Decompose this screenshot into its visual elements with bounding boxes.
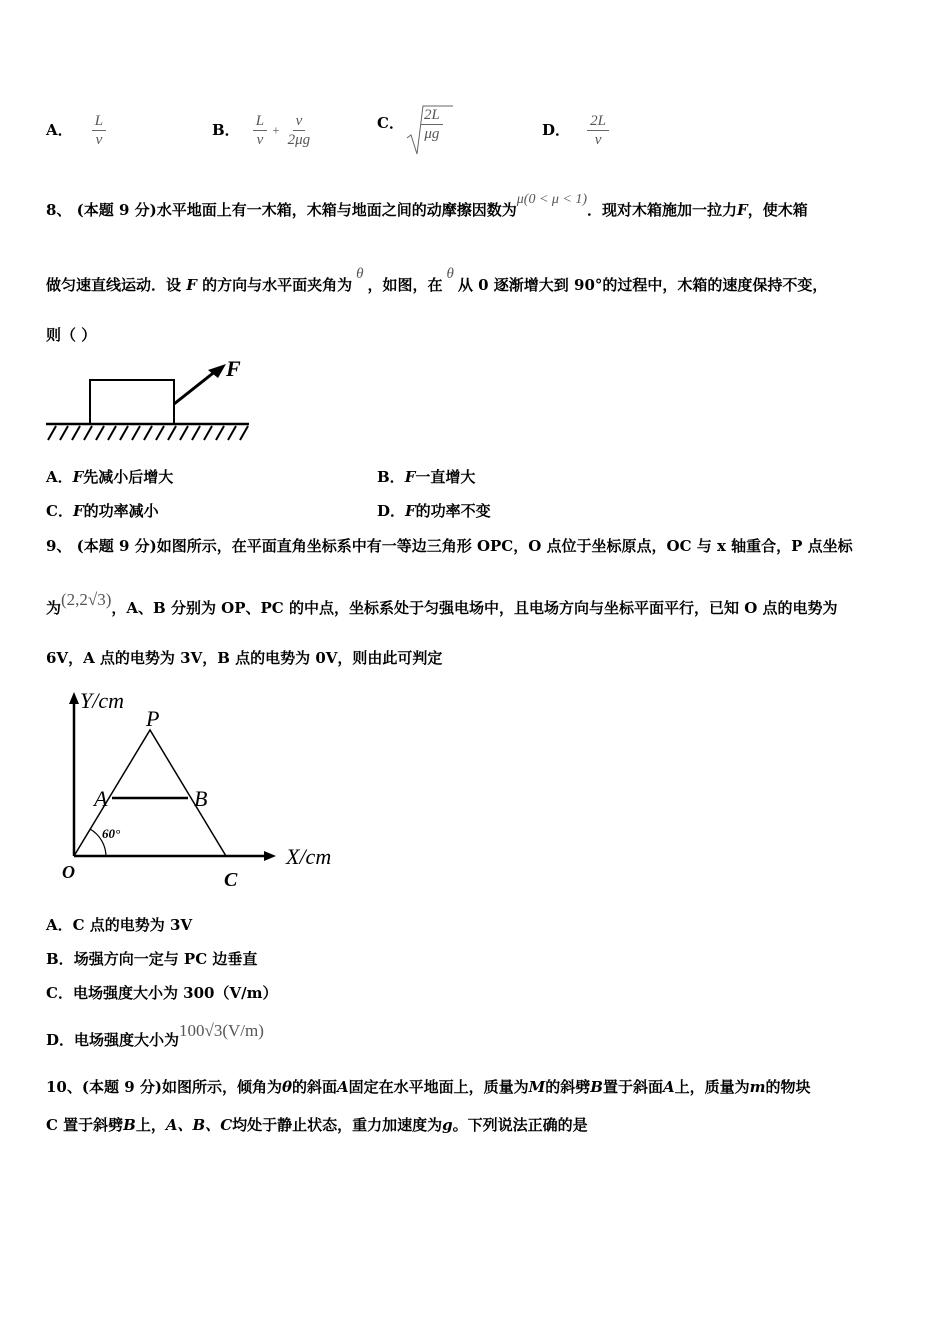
q7-option-b: B． $\frac{L}{v}$ + $\frac{v}{2\mu g}$ [212,112,313,149]
q9-option-d: D．电场强度大小为100√3(V/m) [46,1021,264,1049]
q9-option-b: B．场强方向一定与 PC 边垂直 [46,950,258,968]
q9-option-a: A．C 点的电势为 3V [46,916,193,934]
q8-option-a: A．F先减小后增大 [46,468,174,486]
q7-option-a [46,112,106,149]
option-label: A． [46,121,73,139]
q7-option-c [377,104,440,142]
fraction: $\frac{v}{2\mu g}$ [287,113,311,148]
q8-option-c: C．F的功率减小 [46,502,159,520]
option-label: C． [377,114,404,132]
force-arrow [174,370,217,404]
q9-line-3: 6V，A 点的电势为 3V，B 点的电势为 0V，则由此可判定 [46,649,443,667]
q8-line-3: 则（ ） [46,326,97,344]
q9-option-c: C．电场强度大小为 300（V/m） [46,984,278,1002]
force-label: F [226,356,241,381]
fraction: $\frac{2L}{\mu g}$ [421,106,443,143]
point-c-label: C [224,869,238,891]
theta-symbol: θ [446,266,454,282]
q8-option-b: B．F一直增大 [377,468,476,486]
y-axis-label: Y/cm [80,688,124,713]
angle-label: 60° [102,826,121,841]
q10-line-2: C 置于斜劈B上，A、B、C均处于静止状态，重力加速度为g。下列说法正确的是 [46,1116,588,1134]
x-axis-label: X/cm [286,844,332,869]
mu-expression: μ(0 < μ < 1) [516,192,588,207]
point-b-label: B [194,786,208,811]
y-arrow-icon [69,692,79,704]
option-label: B． [212,121,240,139]
q8-option-d: D．F的功率不变 [377,502,491,520]
q10-line-1: 10、(本题 9 分)如图所示，倾角为θ的斜面A固定在水平地面上，质量为M的斜劈B置于斜面A上，质量为m的物块 [46,1078,811,1096]
option-label: D． [542,121,571,139]
fraction: $\frac{L}{v}$ [253,112,267,149]
fraction: $\frac{2L}{v}$ [587,112,609,149]
q8-line-1: 8、 (本题 9 分)水平地面上有一木箱，木箱与地面之间的动摩擦因数为μ(0 < μ < 1)．现对木箱施加一拉力F，使木箱 [46,192,808,219]
field-strength-expression: 100√3(V/m) [179,1021,264,1040]
p-coordinate: (2,2√3) [61,590,112,609]
q8-line-2: 做匀速直线运动．设 F 的方向与水平面夹角为θ，如图，在θ从 0 逐渐增大到 90°的过程中，木箱的速度保持不变， [46,266,828,294]
box-pull-figure [44,356,254,446]
q9-line-2: 为(2,2√3)，A、B 分别为 OP、PC 的中点，坐标系处于匀强电场中，且电场方向与坐标平面平行，已知 O 点的电势为 [46,590,838,617]
point-p-label: P [146,706,160,731]
theta-symbol: θ [356,266,364,282]
point-o-label: O [62,862,75,882]
q7-option-d [542,112,609,149]
fraction: $\frac{L}{v}$ [92,112,106,149]
triangle-coordinate-figure [58,688,358,898]
q9-line-1: 9、 (本题 9 分)如图所示，在平面直角坐标系中有一等边三角形 OPC，O 点位于坐标原点，OC 与 x 轴重合，P 点坐标 [46,537,853,555]
point-a-label: A [94,786,108,811]
x-arrow-icon [264,851,276,861]
